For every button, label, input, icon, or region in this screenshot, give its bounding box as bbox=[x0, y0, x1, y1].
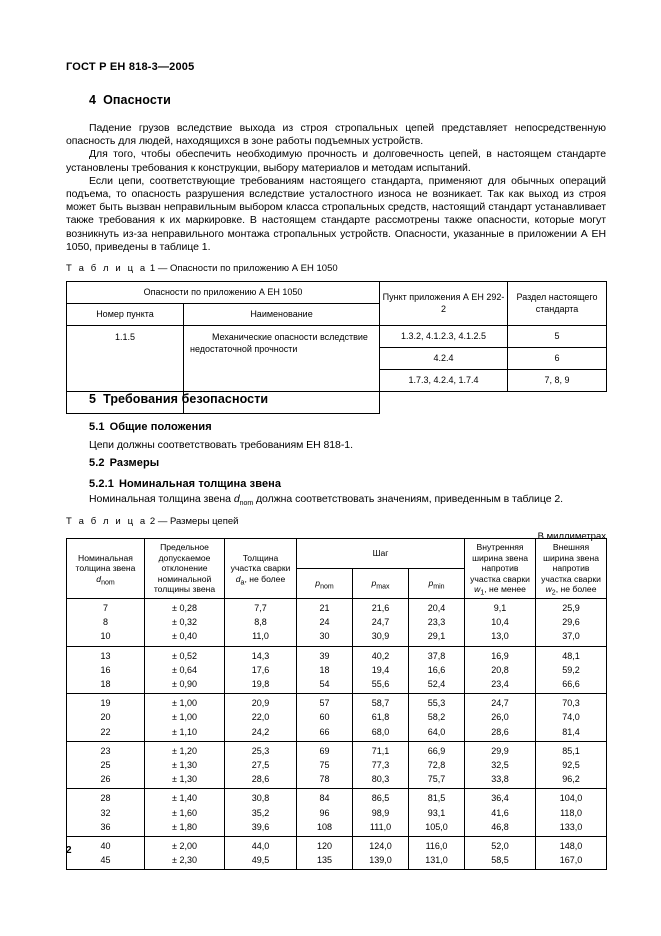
table-row bbox=[67, 820, 607, 837]
hdr-w2-line5: , не более bbox=[555, 584, 597, 595]
table-1-header-en292: Пункт приложения А ЕН 292-2 bbox=[380, 282, 508, 326]
table-2-cell-w1: 36,4 bbox=[465, 789, 536, 806]
section-5-2-1 bbox=[66, 478, 606, 506]
table-2-cell-d-nom: 45 bbox=[67, 853, 145, 870]
table-1-cell-section: 5 bbox=[508, 326, 607, 348]
table-2-cell-p-min: 72,8 bbox=[409, 758, 465, 772]
hdr-pnom-symbol: p bbox=[315, 578, 321, 589]
table-2-cell-d-nom: 18 bbox=[67, 677, 145, 694]
table-2-cell-p-max: 21,6 bbox=[353, 598, 409, 615]
table-2-cell-p-max: 71,1 bbox=[353, 741, 409, 758]
table-2-cell-d-a: 27,5 bbox=[225, 758, 297, 772]
table-2-cell-p-nom: 75 bbox=[297, 758, 353, 772]
hdr-tol-line5: толщины звена bbox=[153, 584, 216, 595]
hdr-dnom-symbol: d bbox=[96, 573, 102, 584]
hdr-w1-symbol: w bbox=[474, 584, 481, 595]
hdr-da-symbol: d bbox=[235, 573, 241, 584]
table-2-cell-p-max: 58,7 bbox=[353, 694, 409, 711]
table-2-cell-p-min: 66,9 bbox=[409, 741, 465, 758]
section-5-2-number: 5.2 bbox=[89, 457, 105, 469]
hdr-tol-line1: Предельное bbox=[160, 542, 209, 552]
table-2-cell-p-nom: 69 bbox=[297, 741, 353, 758]
table-row bbox=[67, 806, 607, 820]
table-1-caption-number: 1 bbox=[149, 263, 156, 274]
table-2-cell-w2: 133,0 bbox=[536, 820, 607, 837]
table-1-cell-clause: 1.3.2, 4.1.2.3, 4.1.2.5 bbox=[380, 326, 508, 348]
table-2-cell-p-min: 93,1 bbox=[409, 806, 465, 820]
section-5-2-heading bbox=[89, 457, 606, 469]
table-1-header-name: Наименование bbox=[184, 304, 380, 326]
table-2-cell-p-nom: 39 bbox=[297, 646, 353, 663]
table-2-cell-w2: 29,6 bbox=[536, 615, 607, 629]
table-2-cell-d-nom: 19 bbox=[67, 694, 145, 711]
table-2-cell-w1: 52,0 bbox=[465, 837, 536, 854]
table-1-caption-dash: — bbox=[157, 263, 168, 274]
table-2-cell-p-min: 16,6 bbox=[409, 663, 465, 677]
table-2-header-row-1 bbox=[67, 539, 607, 569]
table-2-cell-d-nom: 8 bbox=[67, 615, 145, 629]
hdr-w2-subscript: 2 bbox=[551, 590, 556, 598]
table-2-cell-p-nom: 120 bbox=[297, 837, 353, 854]
section-5-2-1-number: 5.2.1 bbox=[89, 478, 114, 490]
table-2-cell-w1: 46,8 bbox=[465, 820, 536, 837]
table-2-cell-w2: 70,3 bbox=[536, 694, 607, 711]
table-2-cell-d-a: 7,7 bbox=[225, 598, 297, 615]
table-2-cell-w1: 13,0 bbox=[465, 629, 536, 646]
table-2-cell-tolerance: ± 1,20 bbox=[145, 741, 225, 758]
table-2-cell-p-max: 98,9 bbox=[353, 806, 409, 820]
table-1-cell-item-number: 1.1.5 bbox=[67, 326, 184, 392]
table-2-cell-tolerance: ± 0,90 bbox=[145, 677, 225, 694]
table-2-cell-p-min: 64,0 bbox=[409, 725, 465, 742]
hdr-tol-line3: отклонение bbox=[161, 563, 208, 574]
table-2-cell-tolerance: ± 0,64 bbox=[145, 663, 225, 677]
table-2-cell-tolerance: ± 0,32 bbox=[145, 615, 225, 629]
sec521-symbol: d bbox=[233, 493, 240, 505]
hdr-w1-line1: Внутренняя bbox=[476, 542, 524, 552]
table-2-cell-tolerance: ± 2,30 bbox=[145, 853, 225, 870]
table-row bbox=[67, 694, 607, 711]
table-1-cell-clause: 4.2.4 bbox=[380, 348, 508, 370]
table-2-cell-w2: 25,9 bbox=[536, 598, 607, 615]
section-4-title: Опасности bbox=[103, 93, 171, 107]
section-5-2 bbox=[66, 457, 606, 469]
table-2-cell-d-a: 14,3 bbox=[225, 646, 297, 663]
table-2-cell-d-nom: 32 bbox=[67, 806, 145, 820]
table-2-cell-w1: 16,9 bbox=[465, 646, 536, 663]
table-row bbox=[67, 758, 607, 772]
table-2-cell-p-max: 77,3 bbox=[353, 758, 409, 772]
table-2-cell-w2: 37,0 bbox=[536, 629, 607, 646]
hdr-tol-line2: допускаемое bbox=[158, 552, 211, 563]
table-2-cell-d-nom: 16 bbox=[67, 663, 145, 677]
table-2-cell-p-min: 52,4 bbox=[409, 677, 465, 694]
table-2-header-weld-thickness bbox=[225, 539, 297, 599]
table-2-cell-d-nom: 22 bbox=[67, 725, 145, 742]
hdr-da-line1: Толщина bbox=[242, 552, 279, 563]
table-2-cell-d-nom: 25 bbox=[67, 758, 145, 772]
table-2-cell-tolerance: ± 0,40 bbox=[145, 629, 225, 646]
table-2-cell-d-nom: 26 bbox=[67, 772, 145, 789]
table-2-caption-title: Размеры цепей bbox=[169, 516, 239, 527]
table-2-cell-w1: 24,7 bbox=[465, 694, 536, 711]
table-row bbox=[67, 326, 607, 348]
table-2-cell-p-min: 23,3 bbox=[409, 615, 465, 629]
table-2-cell-p-nom: 21 bbox=[297, 598, 353, 615]
table-2-cell-tolerance: ± 1,80 bbox=[145, 820, 225, 837]
paragraph-3: Если цепи, соответствующие требованиям настоящего стандарта, применяют для обычных операций подъема, то опасность разрушения вследствие усталостного износа не возникает. Так как выход из строя может быть вызван неправильным выбором класса стропальных средств, настоящий стандарт устанавливает также требования к их маркировке. В настоящем стандарте рассмотрены также опасности, которые могут возникнуть из-за неправильного монтажа стропальных устройств. Опасности, указанные в приложении А ЕН 1050, приведены в таблице 1. bbox=[66, 174, 606, 253]
section-5-title: Требования безопасности bbox=[103, 392, 269, 406]
table-2-cell-tolerance: ± 1,10 bbox=[145, 725, 225, 742]
table-2-cell-w1: 32,5 bbox=[465, 758, 536, 772]
table-2-cell-p-max: 124,0 bbox=[353, 837, 409, 854]
table-row bbox=[67, 772, 607, 789]
hdr-da-line3: , не более bbox=[244, 573, 286, 584]
hdr-pmax-subscript: max bbox=[376, 583, 390, 591]
table-2-cell-p-nom: 24 bbox=[297, 615, 353, 629]
section-5 bbox=[66, 392, 606, 406]
table-row bbox=[67, 646, 607, 663]
table-2-caption-number: 2 bbox=[149, 516, 156, 527]
table-2-cell-tolerance: ± 0,28 bbox=[145, 598, 225, 615]
section-5-2-1-text bbox=[66, 493, 606, 506]
table-2-cell-p-max: 139,0 bbox=[353, 853, 409, 870]
table-1-cell-section: 7, 8, 9 bbox=[508, 370, 607, 392]
table-2-cell-p-nom: 135 bbox=[297, 853, 353, 870]
table-2-cell-d-a: 24,2 bbox=[225, 725, 297, 742]
hdr-w2-line2: ширина звена bbox=[543, 552, 599, 563]
table-2-cell-tolerance: ± 1,00 bbox=[145, 710, 225, 724]
table-2-cell-d-a: 22,0 bbox=[225, 710, 297, 724]
table-2-cell-d-nom: 23 bbox=[67, 741, 145, 758]
table-2-cell-p-nom: 108 bbox=[297, 820, 353, 837]
table-2-cell-p-nom: 30 bbox=[297, 629, 353, 646]
table-row bbox=[67, 853, 607, 870]
table-2-cell-w2: 118,0 bbox=[536, 806, 607, 820]
table-2-cell-p-nom: 66 bbox=[297, 725, 353, 742]
table-2-header-p-max bbox=[353, 568, 409, 598]
hdr-dnom-line2: толщина звена bbox=[75, 563, 136, 574]
hdr-pnom-subscript: nom bbox=[320, 583, 334, 591]
section-4-body bbox=[66, 122, 606, 254]
section-4-heading bbox=[89, 93, 606, 107]
table-1-header-section: Раздел настоящего стандарта bbox=[508, 282, 607, 326]
table-2-cell-p-nom: 96 bbox=[297, 806, 353, 820]
table-2-caption-label: Т а б л и ц а bbox=[66, 516, 148, 527]
section-5-number: 5 bbox=[89, 392, 97, 406]
table-2-cell-p-nom: 78 bbox=[297, 772, 353, 789]
table-2-cell-d-a: 11,0 bbox=[225, 629, 297, 646]
table-row bbox=[67, 677, 607, 694]
table-2-cell-tolerance: ± 1,30 bbox=[145, 758, 225, 772]
table-2-cell-p-min: 105,0 bbox=[409, 820, 465, 837]
table-2-header-tolerance bbox=[145, 539, 225, 599]
table-2-body bbox=[67, 598, 607, 869]
table-2-cell-p-nom: 54 bbox=[297, 677, 353, 694]
section-5-1-heading bbox=[89, 421, 606, 433]
table-2-cell-p-min: 58,2 bbox=[409, 710, 465, 724]
paragraph-1: Падение грузов вследствие выхода из строя стропальных цепей представляет непосредственную опасность для людей, находящихся в зоне работы подъемных устройств. bbox=[66, 122, 606, 148]
table-2-cell-tolerance: ± 2,00 bbox=[145, 837, 225, 854]
sec521-symbol-subscript: nom bbox=[239, 500, 254, 508]
table-2-cell-w2: 148,0 bbox=[536, 837, 607, 854]
table-2-cell-p-max: 80,3 bbox=[353, 772, 409, 789]
hdr-w2-line4: участка сварки bbox=[541, 573, 601, 584]
table-2-cell-d-nom: 10 bbox=[67, 629, 145, 646]
section-5-1-number: 5.1 bbox=[89, 421, 105, 433]
table-2-cell-tolerance: ± 1,30 bbox=[145, 772, 225, 789]
hdr-pmin-subscript: min bbox=[433, 583, 445, 591]
table-2-cell-d-a: 25,3 bbox=[225, 741, 297, 758]
table-row bbox=[67, 598, 607, 615]
table-2-cell-w1: 58,5 bbox=[465, 853, 536, 870]
table-2-cell-w2: 66,6 bbox=[536, 677, 607, 694]
table-2-cell-w1: 28,6 bbox=[465, 725, 536, 742]
table-1-caption bbox=[66, 263, 606, 274]
table-2-cell-p-max: 111,0 bbox=[353, 820, 409, 837]
table-1-group-header: Опасности по приложению А ЕН 1050 bbox=[67, 282, 380, 304]
hdr-pmin-symbol: p bbox=[428, 578, 434, 589]
table-2-cell-w2: 167,0 bbox=[536, 853, 607, 870]
table-2-cell-d-nom: 13 bbox=[67, 646, 145, 663]
table-2-cell-p-max: 24,7 bbox=[353, 615, 409, 629]
table-2-units-note: В миллиметрах bbox=[537, 531, 606, 542]
hdr-w2-line3: напротив bbox=[552, 563, 590, 574]
table-2-cell-p-nom: 57 bbox=[297, 694, 353, 711]
section-5-1 bbox=[66, 421, 606, 452]
table-2-cell-tolerance: ± 1,00 bbox=[145, 694, 225, 711]
table-2-cell-p-min: 55,3 bbox=[409, 694, 465, 711]
hdr-w1-line2: ширина звена bbox=[472, 552, 528, 563]
table-2-cell-p-min: 20,4 bbox=[409, 598, 465, 615]
table-2-header-inner-width bbox=[465, 539, 536, 599]
table-2-header-p-min bbox=[409, 568, 465, 598]
table-2-cell-w2: 96,2 bbox=[536, 772, 607, 789]
hdr-da-line2: участка сварки bbox=[230, 563, 291, 574]
hdr-w1-subscript: 1 bbox=[480, 590, 485, 598]
table-row bbox=[67, 663, 607, 677]
table-1-caption-title: Опасности по приложению А ЕН 1050 bbox=[169, 263, 338, 274]
table-2-cell-d-nom: 7 bbox=[67, 598, 145, 615]
table-2-cell-w2: 85,1 bbox=[536, 741, 607, 758]
table-2-cell-tolerance: ± 1,40 bbox=[145, 789, 225, 806]
table-2-cell-w1: 10,4 bbox=[465, 615, 536, 629]
section-5-2-1-title: Номинальная толщина звена bbox=[118, 478, 282, 490]
table-2-cell-d-a: 8,8 bbox=[225, 615, 297, 629]
sec521-text-after: должна соответствовать значениям, приведенным в таблице 2. bbox=[253, 493, 564, 505]
table-2-cell-p-nom: 60 bbox=[297, 710, 353, 724]
table-2-cell-p-max: 86,5 bbox=[353, 789, 409, 806]
hdr-w1-line5: , не менее bbox=[484, 584, 526, 595]
table-2-cell-p-nom: 84 bbox=[297, 789, 353, 806]
hdr-w2-line1: Внешняя bbox=[552, 542, 590, 552]
table-row bbox=[67, 615, 607, 629]
table-2-cell-p-max: 61,8 bbox=[353, 710, 409, 724]
table-2-cell-d-a: 17,6 bbox=[225, 663, 297, 677]
table-row bbox=[67, 789, 607, 806]
table-2-cell-p-min: 131,0 bbox=[409, 853, 465, 870]
hdr-w1-line4: участка сварки bbox=[470, 573, 530, 584]
table-2-cell-d-a: 20,9 bbox=[225, 694, 297, 711]
table-2-header-p-nom bbox=[297, 568, 353, 598]
page-number: 2 bbox=[66, 845, 72, 856]
table-2-cell-d-a: 28,6 bbox=[225, 772, 297, 789]
table-2-cell-tolerance: ± 1,60 bbox=[145, 806, 225, 820]
table-2-header-d-nom bbox=[67, 539, 145, 599]
table-row bbox=[67, 710, 607, 724]
section-5-heading bbox=[89, 392, 606, 406]
table-1-name-line-1: Механические опасности вследствие bbox=[212, 332, 368, 342]
table-2-cell-d-a: 49,5 bbox=[225, 853, 297, 870]
section-5-2-1-heading bbox=[89, 478, 606, 490]
table-1-name-line-2: недостаточной прочности bbox=[190, 344, 298, 354]
table-1-cell-section: 6 bbox=[508, 348, 607, 370]
hdr-dnom-subscript: nom bbox=[101, 579, 115, 587]
hdr-da-subscript: a bbox=[240, 579, 245, 587]
table-2-cell-w2: 104,0 bbox=[536, 789, 607, 806]
table-2-cell-d-nom: 36 bbox=[67, 820, 145, 837]
table-2-caption-dash: — bbox=[157, 516, 168, 527]
section-4-number: 4 bbox=[89, 93, 97, 107]
hdr-w2-symbol: w bbox=[545, 584, 552, 595]
table-2-cell-d-a: 44,0 bbox=[225, 837, 297, 854]
sec521-text-before: Номинальная толщина звена bbox=[89, 493, 234, 505]
table-1-cell-clause: 1.7.3, 4.2.4, 1.7.4 bbox=[380, 370, 508, 392]
table-2-cell-w2: 59,2 bbox=[536, 663, 607, 677]
running-head: ГОСТ Р ЕН 818-3—2005 bbox=[66, 61, 195, 73]
table-1-header-row-1 bbox=[67, 282, 607, 304]
table-2-wrapper bbox=[66, 538, 607, 870]
table-row bbox=[67, 629, 607, 646]
table-2-cell-d-nom: 20 bbox=[67, 710, 145, 724]
table-2-cell-d-a: 35,2 bbox=[225, 806, 297, 820]
table-1-cell-name bbox=[184, 326, 380, 392]
hdr-tol-line4: номинальной bbox=[157, 573, 212, 584]
table-2-cell-w1: 9,1 bbox=[465, 598, 536, 615]
table-2-cell-d-a: 30,8 bbox=[225, 789, 297, 806]
table-row bbox=[67, 837, 607, 854]
table-2-header-pitch-group: Шаг bbox=[297, 539, 465, 569]
section-5-2-title: Размеры bbox=[109, 457, 160, 469]
hdr-dnom-line1: Номинальная bbox=[78, 552, 133, 563]
table-2-cell-w1: 20,8 bbox=[465, 663, 536, 677]
table-2-cell-p-min: 37,8 bbox=[409, 646, 465, 663]
table-2-cell-w2: 48,1 bbox=[536, 646, 607, 663]
table-2-cell-p-max: 30,9 bbox=[353, 629, 409, 646]
paragraph-2: Для того, чтобы обеспечить необходимую прочность и долговечность цепей, в настоящем стандарте установлены требования к конструкции, выбору материалов и методам испытаний. bbox=[66, 148, 606, 174]
table-2-cell-p-max: 68,0 bbox=[353, 725, 409, 742]
table-2-cell-d-a: 19,8 bbox=[225, 677, 297, 694]
table-2-cell-d-a: 39,6 bbox=[225, 820, 297, 837]
table-2-cell-p-min: 81,5 bbox=[409, 789, 465, 806]
table-2-cell-p-min: 116,0 bbox=[409, 837, 465, 854]
table-2-cell-tolerance: ± 0,52 bbox=[145, 646, 225, 663]
table-2-cell-w2: 74,0 bbox=[536, 710, 607, 724]
table-2-cell-p-min: 29,1 bbox=[409, 629, 465, 646]
table-2-cell-w1: 23,4 bbox=[465, 677, 536, 694]
table-2-cell-w1: 26,0 bbox=[465, 710, 536, 724]
table-row bbox=[67, 741, 607, 758]
table-2-cell-p-max: 19,4 bbox=[353, 663, 409, 677]
table-2-cell-w1: 41,6 bbox=[465, 806, 536, 820]
hdr-pmax-symbol: p bbox=[371, 578, 377, 589]
table-2 bbox=[66, 538, 607, 870]
table-2-cell-p-max: 40,2 bbox=[353, 646, 409, 663]
table-2-cell-w2: 92,5 bbox=[536, 758, 607, 772]
section-5-1-text: Цепи должны соответствовать требованиям ЕН 818-1. bbox=[89, 439, 353, 451]
table-2-header-outer-width bbox=[536, 539, 607, 599]
section-5-1-title: Общие положения bbox=[109, 421, 212, 433]
table-2-cell-w1: 29,9 bbox=[465, 741, 536, 758]
table-2-cell-d-nom: 28 bbox=[67, 789, 145, 806]
section-4 bbox=[66, 93, 606, 107]
table-1-header-item-number: Номер пункта bbox=[67, 304, 184, 326]
table-2-cell-d-nom: 40 bbox=[67, 837, 145, 854]
table-row bbox=[67, 725, 607, 742]
table-1-caption-label: Т а б л и ц а bbox=[66, 263, 148, 274]
table-2-cell-p-min: 75,7 bbox=[409, 772, 465, 789]
table-2-cell-w1: 33,8 bbox=[465, 772, 536, 789]
table-2-cell-p-max: 55,6 bbox=[353, 677, 409, 694]
hdr-w1-line3: напротив bbox=[481, 563, 519, 574]
table-2-cell-w2: 81,4 bbox=[536, 725, 607, 742]
table-2-cell-p-nom: 18 bbox=[297, 663, 353, 677]
